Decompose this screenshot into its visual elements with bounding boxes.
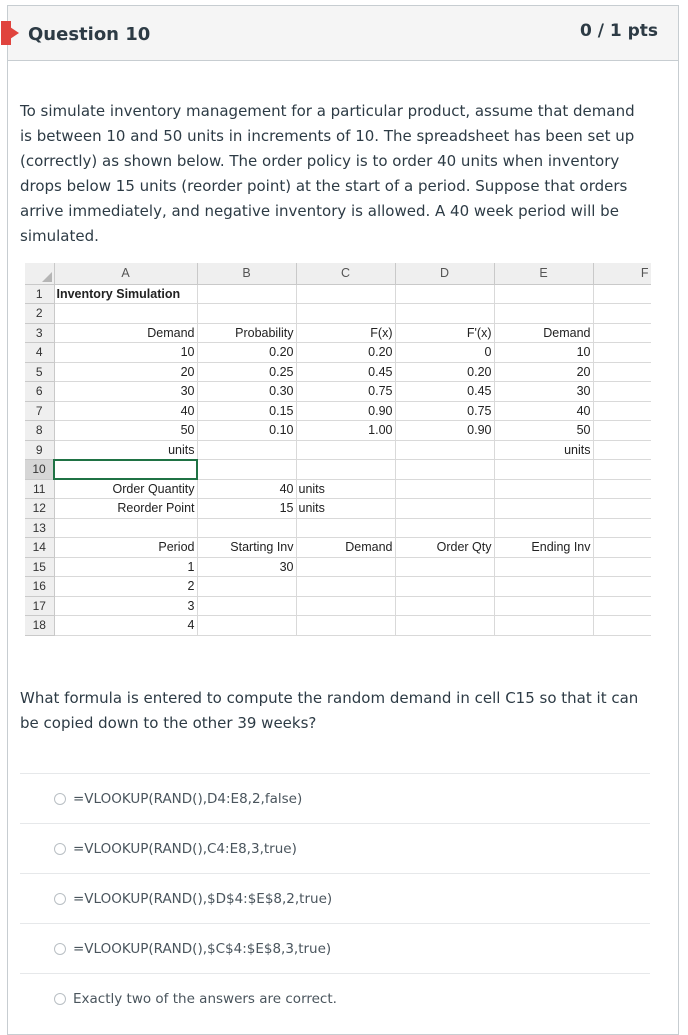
sheet-cell: [197, 616, 296, 636]
sheet-cell: [197, 577, 296, 597]
sheet-cell: [395, 284, 494, 304]
sheet-cell: [593, 616, 651, 636]
sheet-cell: [395, 499, 494, 519]
sheet-cell: 3: [54, 596, 197, 616]
radio-button[interactable]: [54, 993, 66, 1005]
question-intro: To simulate inventory management for a particular product, assume that demand is between 10 and 50 units in increments of 10. The spreadsheet has been set up (correctly) as shown below. The order policy is to order 40 units when inventory drops below 15 units (reorder point) at the start of a period. Suppose that orders arrive immediately, and negative inventory is allowed. A 40 week period will be simulated.: [20, 102, 635, 245]
sheet-cell: 40: [197, 479, 296, 499]
sheet-cell: [593, 596, 651, 616]
sheet-cell: [593, 421, 651, 441]
sheet-row: [25, 382, 651, 402]
sheet-cell: [296, 557, 395, 577]
sheet-row: [25, 440, 651, 460]
sheet-cell: [197, 596, 296, 616]
sheet-cell: [494, 557, 593, 577]
sheet-cell: [54, 460, 197, 480]
sheet-cell: [296, 304, 395, 324]
sheet-cell: [593, 284, 651, 304]
select-all-corner: [25, 263, 54, 284]
sheet-cell: Order Qty: [395, 538, 494, 558]
sheet-cell: [296, 596, 395, 616]
sheet-cell: [197, 284, 296, 304]
sheet-cell: [494, 304, 593, 324]
sheet-cell: [593, 460, 651, 480]
sheet-cell: [197, 304, 296, 324]
sheet-cell: [593, 323, 651, 343]
row-header: 5: [25, 362, 54, 382]
sheet-cell: 30: [197, 557, 296, 577]
column-header-b: B: [197, 263, 296, 284]
sheet-cell: [593, 401, 651, 421]
sheet-cell: 50: [494, 421, 593, 441]
points-label: 0 / 1 pts: [579, 21, 658, 41]
sheet-row: [25, 460, 651, 480]
sheet-cell: [395, 460, 494, 480]
sheet-cell: [54, 518, 197, 538]
sheet-row: [25, 479, 651, 499]
sheet-cell: [296, 460, 395, 480]
sheet-cell: 15: [197, 499, 296, 519]
column-header-d: D: [395, 263, 494, 284]
sheet-cell: Probability: [197, 323, 296, 343]
sheet-row: [25, 499, 651, 519]
sheet-cell: 0.30: [197, 382, 296, 402]
sheet-cell: 0: [395, 343, 494, 363]
row-header: 14: [25, 538, 54, 558]
sheet-cell: [395, 304, 494, 324]
sheet-cell: [593, 479, 651, 499]
sheet-cell: 0.45: [395, 382, 494, 402]
answer-option[interactable]: [20, 773, 650, 823]
row-header: 1: [25, 284, 54, 304]
sheet-cell: 20: [54, 362, 197, 382]
sheet-cell: 0.20: [296, 343, 395, 363]
sheet-cell: [494, 616, 593, 636]
sheet-cell: [296, 518, 395, 538]
answer-option[interactable]: [20, 973, 650, 1023]
sheet-row: [25, 518, 651, 538]
row-header: 18: [25, 616, 54, 636]
sheet-cell: [494, 499, 593, 519]
answer-option[interactable]: [20, 923, 650, 973]
sheet-cell: [395, 479, 494, 499]
sheet-cell: [593, 538, 651, 558]
answer-option[interactable]: [20, 873, 650, 923]
sheet-cell: 2: [54, 577, 197, 597]
row-header: 16: [25, 577, 54, 597]
sheet-cell: [593, 499, 651, 519]
sheet-cell: 1.00: [296, 421, 395, 441]
sheet-row: [25, 362, 651, 382]
sheet-cell: F'(x): [395, 323, 494, 343]
answer-label: =VLOOKUP(RAND(),$C$4:$E$8,3,true): [73, 940, 332, 957]
sheet-cell: [593, 518, 651, 538]
sheet-cell: 0.10: [197, 421, 296, 441]
column-header-c: C: [296, 263, 395, 284]
sheet-cell: 0.20: [395, 362, 494, 382]
sheet-cell: 0.90: [395, 421, 494, 441]
row-header: 13: [25, 518, 54, 538]
sheet-cell: Period: [54, 538, 197, 558]
sheet-cell: 4: [54, 616, 197, 636]
sheet-cell: [395, 557, 494, 577]
row-header: 9: [25, 440, 54, 460]
sheet-row: [25, 421, 651, 441]
row-header: 8: [25, 421, 54, 441]
sheet-row: [25, 323, 651, 343]
sheet-cell: [593, 577, 651, 597]
question-prompt: What formula is entered to compute the random demand in cell C15 so that it can be copied down to the other 39 weeks?: [20, 689, 639, 732]
sheet-cell: 30: [494, 382, 593, 402]
sheet-cell: 50: [54, 421, 197, 441]
sheet-cell: Demand: [494, 323, 593, 343]
answer-label: Exactly two of the answers are correct.: [73, 990, 337, 1007]
sheet-cell: [296, 577, 395, 597]
sheet-cell: 0.25: [197, 362, 296, 382]
row-header: 4: [25, 343, 54, 363]
radio-button[interactable]: [54, 843, 66, 855]
radio-button[interactable]: [54, 793, 66, 805]
sheet-cell: Ending Inv: [494, 538, 593, 558]
radio-button[interactable]: [54, 893, 66, 905]
sheet-row: [25, 343, 651, 363]
sheet-cell: [494, 518, 593, 538]
sheet-cell: 0.75: [296, 382, 395, 402]
column-header-row: [25, 263, 651, 284]
sheet-cell: 0.90: [296, 401, 395, 421]
sheet-cell: [593, 440, 651, 460]
sheet-cell: units: [494, 440, 593, 460]
sheet-cell: units: [296, 479, 395, 499]
column-header-a: A: [54, 263, 197, 284]
sheet-cell: 0.75: [395, 401, 494, 421]
sheet-row: [25, 616, 651, 636]
sheet-cell: [296, 284, 395, 304]
sheet-row: [25, 284, 651, 304]
sheet-cell: Starting Inv: [197, 538, 296, 558]
row-header: 17: [25, 596, 54, 616]
answer-label: =VLOOKUP(RAND(),$D$4:$E$8,2,true): [73, 890, 333, 907]
sheet-cell: [494, 596, 593, 616]
flag-icon[interactable]: [1, 21, 19, 45]
row-header: 2: [25, 304, 54, 324]
question-title: Question 10: [28, 24, 151, 45]
sheet-cell: 40: [494, 401, 593, 421]
sheet-cell: [395, 596, 494, 616]
sheet-cell: [395, 518, 494, 538]
sheet-cell: [593, 557, 651, 577]
sheet-cell: Demand: [54, 323, 197, 343]
sheet-cell: Demand: [296, 538, 395, 558]
sheet-cell: [494, 577, 593, 597]
sheet-cell: [494, 460, 593, 480]
row-header: 7: [25, 401, 54, 421]
sheet-cell: [593, 382, 651, 402]
sheet-row: [25, 557, 651, 577]
sheet-cell: [395, 616, 494, 636]
sheet-cell: Inventory Simulation: [54, 284, 197, 304]
sheet-cell: [593, 304, 651, 324]
sheet-row: [25, 304, 651, 324]
row-header: 3: [25, 323, 54, 343]
sheet-cell: [296, 440, 395, 460]
sheet-cell: [197, 460, 296, 480]
answer-label: =VLOOKUP(RAND(),D4:E8,2,false): [73, 790, 303, 807]
row-header: 15: [25, 557, 54, 577]
sheet-cell: 0.45: [296, 362, 395, 382]
row-header: 11: [25, 479, 54, 499]
sheet-cell: Reorder Point: [54, 499, 197, 519]
column-header-f: F: [593, 263, 651, 284]
sheet-row: [25, 538, 651, 558]
column-header-e: E: [494, 263, 593, 284]
sheet-cell: [395, 577, 494, 597]
sheet-cell: F(x): [296, 323, 395, 343]
sheet-cell: 40: [54, 401, 197, 421]
sheet-cell: units: [296, 499, 395, 519]
sheet-cell: [593, 362, 651, 382]
row-header: 10: [25, 460, 54, 480]
answer-label: =VLOOKUP(RAND(),C4:E8,3,true): [73, 840, 297, 857]
sheet-cell: units: [54, 440, 197, 460]
sheet-row: [25, 577, 651, 597]
answer-option[interactable]: [20, 823, 650, 873]
sheet-cell: Order Quantity: [54, 479, 197, 499]
sheet-cell: [395, 440, 494, 460]
sheet-cell: 10: [494, 343, 593, 363]
sheet-cell: 0.20: [197, 343, 296, 363]
sheet-cell: 0.15: [197, 401, 296, 421]
spreadsheet-image: [25, 263, 651, 647]
answer-list: [20, 773, 650, 1023]
sheet-cell: [494, 479, 593, 499]
radio-button[interactable]: [54, 943, 66, 955]
question-header: [8, 6, 678, 61]
sheet-cell: [593, 343, 651, 363]
sheet-cell: [197, 518, 296, 538]
sheet-cell: [296, 616, 395, 636]
sheet-cell: [197, 440, 296, 460]
sheet-cell: 1: [54, 557, 197, 577]
row-header: 12: [25, 499, 54, 519]
sheet-cell: 30: [54, 382, 197, 402]
sheet-row: [25, 596, 651, 616]
sheet-cell: [494, 284, 593, 304]
sheet-row: [25, 401, 651, 421]
sheet-cell: 20: [494, 362, 593, 382]
row-header: 6: [25, 382, 54, 402]
sheet-cell: [54, 304, 197, 324]
sheet-cell: 10: [54, 343, 197, 363]
